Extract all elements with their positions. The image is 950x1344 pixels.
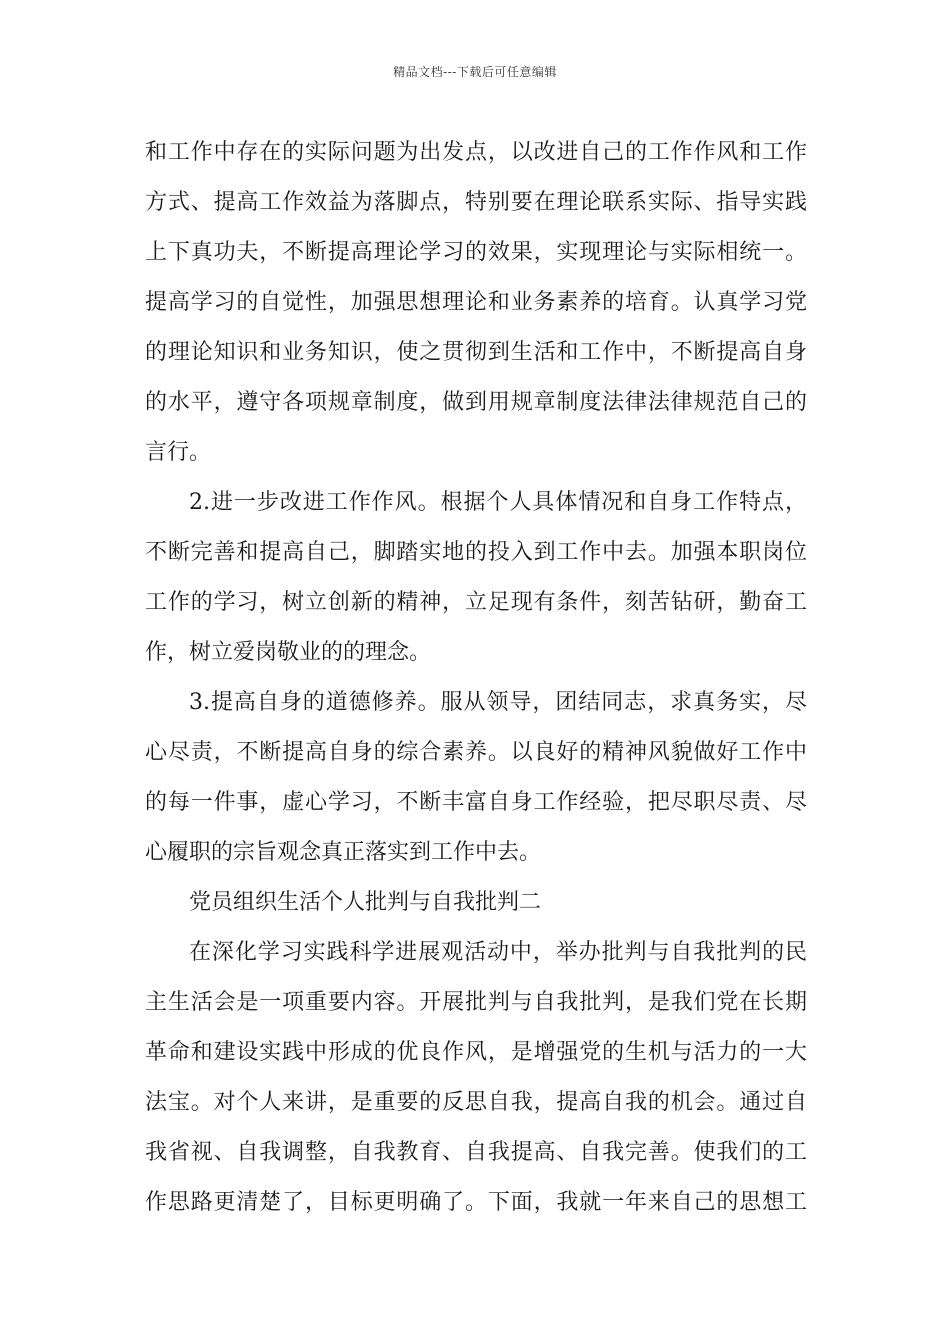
text-line: 作思路更清楚了，目标更明确了。下面，我就一年来自己的思想工 — [145, 1190, 807, 1215]
text-line: 法宝。对个人来讲，是重要的反思自我，提高自我的机会。通过自 — [145, 1090, 807, 1115]
text-line: 心尽责，不断提高自身的综合素养。以良好的精神风貌做好工作中 — [145, 740, 807, 765]
text-line: 主生活会是一项重要内容。开展批判与自我批判，是我们党在长期 — [145, 990, 807, 1015]
text-line: 在深化学习实践科学进展观活动中，举办批判与自我批判的民 — [189, 940, 807, 965]
page-header: 精品文档---下载后可任意编辑 — [393, 65, 557, 79]
text-line: 革命和建设实践中形成的优良作风，是增强党的生机与活力的一大 — [145, 1040, 807, 1065]
text-line: 的理论知识和业务知识，使之贯彻到生活和工作中，不断提高自身 — [145, 340, 807, 365]
section-title: 党员组织生活个人批判与自我批判二 — [189, 890, 542, 915]
text-line: 2.进一步改进工作作风。根据个人具体情况和自身工作特点， — [189, 490, 807, 515]
text-line: 上下真功夫，不断提高理论学习的效果，实现理论与实际相统一。 — [145, 240, 807, 265]
text-line: 心履职的宗旨观念真正落实到工作中去。 — [145, 840, 542, 865]
text-line: 的水平，遵守各项规章制度，做到用规章制度法律法律规范自己的 — [145, 390, 807, 415]
text-line: 我省视、自我调整，自我教育、自我提高、自我完善。使我们的工 — [145, 1140, 807, 1165]
text-line: 提高学习的自觉性，加强思想理论和业务素养的培育。认真学习党 — [145, 290, 807, 315]
text-line: 作，树立爱岗敬业的的理念。 — [145, 640, 432, 665]
text-line: 不断完善和提高自己，脚踏实地的投入到工作中去。加强本职岗位 — [145, 540, 807, 565]
text-line: 方式、提高工作效益为落脚点，特别要在理论联系实际、指导实践 — [145, 190, 807, 215]
text-line: 的每一件事，虚心学习，不断丰富自身工作经验，把尽职尽责、尽 — [145, 790, 807, 815]
text-line: 言行。 — [145, 440, 212, 465]
text-line: 工作的学习，树立创新的精神，立足现有条件，刻苦钻研，勤奋工 — [145, 590, 807, 615]
document-body — [145, 128, 807, 1228]
text-line: 和工作中存在的实际问题为出发点，以改进自己的工作作风和工作 — [145, 140, 807, 165]
text-line: 3.提高自身的道德修养。服从领导，团结同志，求真务实，尽 — [189, 690, 807, 715]
